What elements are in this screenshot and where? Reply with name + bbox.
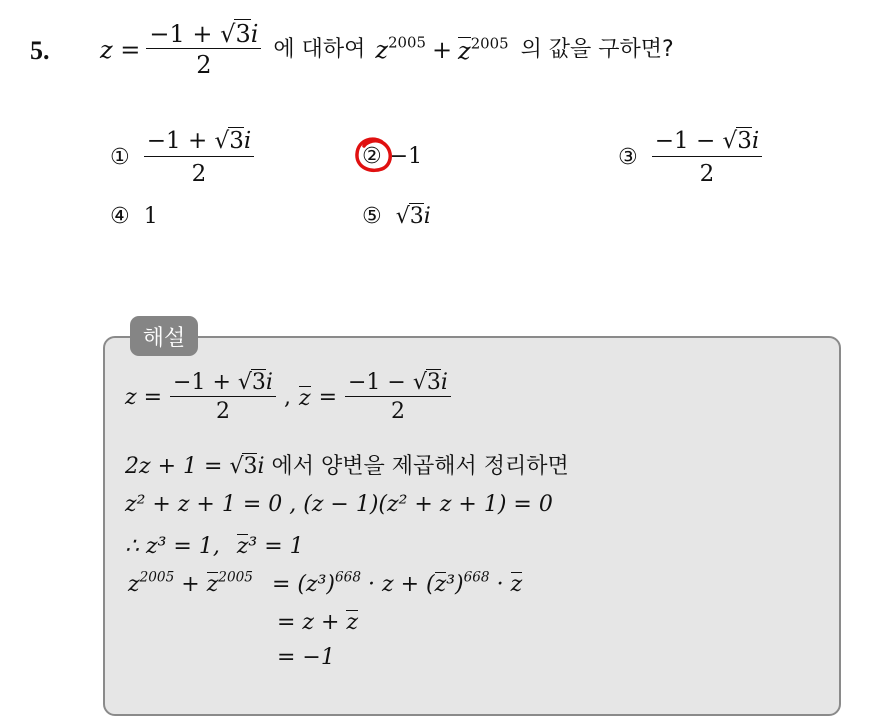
sqrt-sign: √ <box>722 128 738 154</box>
imag-unit: i <box>751 128 760 154</box>
plus-sign: + <box>431 35 453 64</box>
sqrt-sign: √ <box>395 204 410 229</box>
exponent: 2005 <box>218 569 253 586</box>
numerator-a: −1 + <box>149 20 221 48</box>
choice-marker: ⑤ <box>362 204 382 229</box>
zbar-power-base: z <box>458 36 471 65</box>
zbar: z <box>206 572 219 597</box>
solution-line-4 <box>125 534 304 558</box>
exponent-1: 2005 <box>388 33 426 52</box>
denominator: 2 <box>390 399 405 424</box>
denominator: 2 <box>216 399 230 424</box>
equation-lhs: 2z + 1 = <box>125 454 230 479</box>
sqrt-radicand: 3 <box>426 370 441 395</box>
zbar-fraction <box>345 372 451 423</box>
rhs-part-2: · z + ( <box>361 572 435 597</box>
choice-1-den: 2 <box>191 161 207 187</box>
question-number: 5. <box>30 36 50 65</box>
imag-unit: i <box>243 128 252 154</box>
z-fraction <box>146 22 261 77</box>
choice-marker: ④ <box>110 204 130 229</box>
solution-line-3: z² + z + 1 = 0 , (z − 1)(z² + z + 1) = 0 <box>125 492 553 517</box>
choice-1-num: −1 + <box>146 128 215 154</box>
question-text-mid: 에 대하여 <box>273 36 366 62</box>
z-lhs: z = <box>125 384 163 410</box>
choice-1[interactable] <box>110 128 254 187</box>
z-base: z <box>128 572 140 597</box>
therefore-statement: ∴ z³ = 1, <box>125 534 220 559</box>
sqrt-sign: √ <box>220 20 236 48</box>
imag-unit: i <box>250 20 259 48</box>
sqrt-radicand: 3 <box>409 204 424 229</box>
equals: = <box>318 384 337 410</box>
choice-2[interactable] <box>362 144 422 169</box>
zbar: z <box>236 534 249 559</box>
plus-sign: + <box>174 572 207 597</box>
choice-3-fraction <box>652 128 762 187</box>
z-fraction <box>170 372 276 423</box>
denominator: 2 <box>196 51 212 79</box>
choice-marker: ① <box>110 145 130 170</box>
numerator: −1 + <box>173 370 238 395</box>
zbar: z <box>346 610 359 635</box>
question-text-end: 의 값을 구하면? <box>520 36 674 62</box>
rhs-part-1: = (z³) <box>271 572 335 597</box>
zbar: z <box>298 385 311 411</box>
choice-1-fraction <box>144 128 254 187</box>
sqrt-sign: √ <box>237 370 252 395</box>
solution-line-5 <box>128 569 523 597</box>
z-lhs: z = <box>100 35 141 64</box>
numerator: −1 − <box>348 370 413 395</box>
imag-unit: i <box>423 204 431 229</box>
exponent-2: 2005 <box>470 34 509 53</box>
rhs-part-4: · <box>489 572 511 597</box>
choice-2-value: −1 <box>389 144 423 169</box>
sqrt-radicand: 3 <box>737 128 752 154</box>
choice-5[interactable] <box>362 204 431 229</box>
choice-marker: ② <box>362 144 382 169</box>
zbar: z <box>434 572 447 597</box>
solution-line-2 <box>125 456 569 478</box>
question-stem <box>100 22 674 77</box>
exponent-668: 668 <box>335 569 362 586</box>
separator: , <box>283 384 291 410</box>
choice-3-num: −1 − <box>654 128 723 154</box>
choice-4-value: 1 <box>143 204 158 229</box>
z-power-base: z <box>375 35 389 64</box>
solution-line-6 <box>277 610 358 634</box>
choice-marker: ③ <box>618 145 638 170</box>
choice-3-den: 2 <box>699 161 715 187</box>
rhs-text: = z + <box>277 610 347 635</box>
sqrt-radicand: 3 <box>243 454 258 479</box>
imag-unit: i <box>440 370 448 395</box>
rhs-part-3: ³) <box>446 572 464 597</box>
solution-text: 에서 양변을 제곱해서 정리하면 <box>264 454 569 479</box>
solution-line-1 <box>125 372 451 423</box>
sqrt-sign: √ <box>412 370 427 395</box>
choice-4[interactable] <box>110 204 158 229</box>
choice-3[interactable] <box>618 128 762 187</box>
sqrt-radicand: 3 <box>229 128 244 154</box>
imag-unit: i <box>257 454 265 479</box>
imag-unit: i <box>265 370 273 395</box>
zbar-cube-rhs: ³ = 1 <box>248 534 304 559</box>
sqrt-radicand: 3 <box>251 370 266 395</box>
solution-label: 해설 <box>130 316 198 356</box>
sqrt-sign: √ <box>229 454 244 479</box>
solution-line-7: = −1 <box>277 645 335 670</box>
zbar: z <box>510 572 523 597</box>
exponent: 2005 <box>139 569 175 586</box>
selection-circle-mark <box>352 134 398 178</box>
sqrt-radicand: 3 <box>235 20 251 48</box>
sqrt-sign: √ <box>214 128 230 154</box>
exponent-668: 668 <box>463 569 490 586</box>
